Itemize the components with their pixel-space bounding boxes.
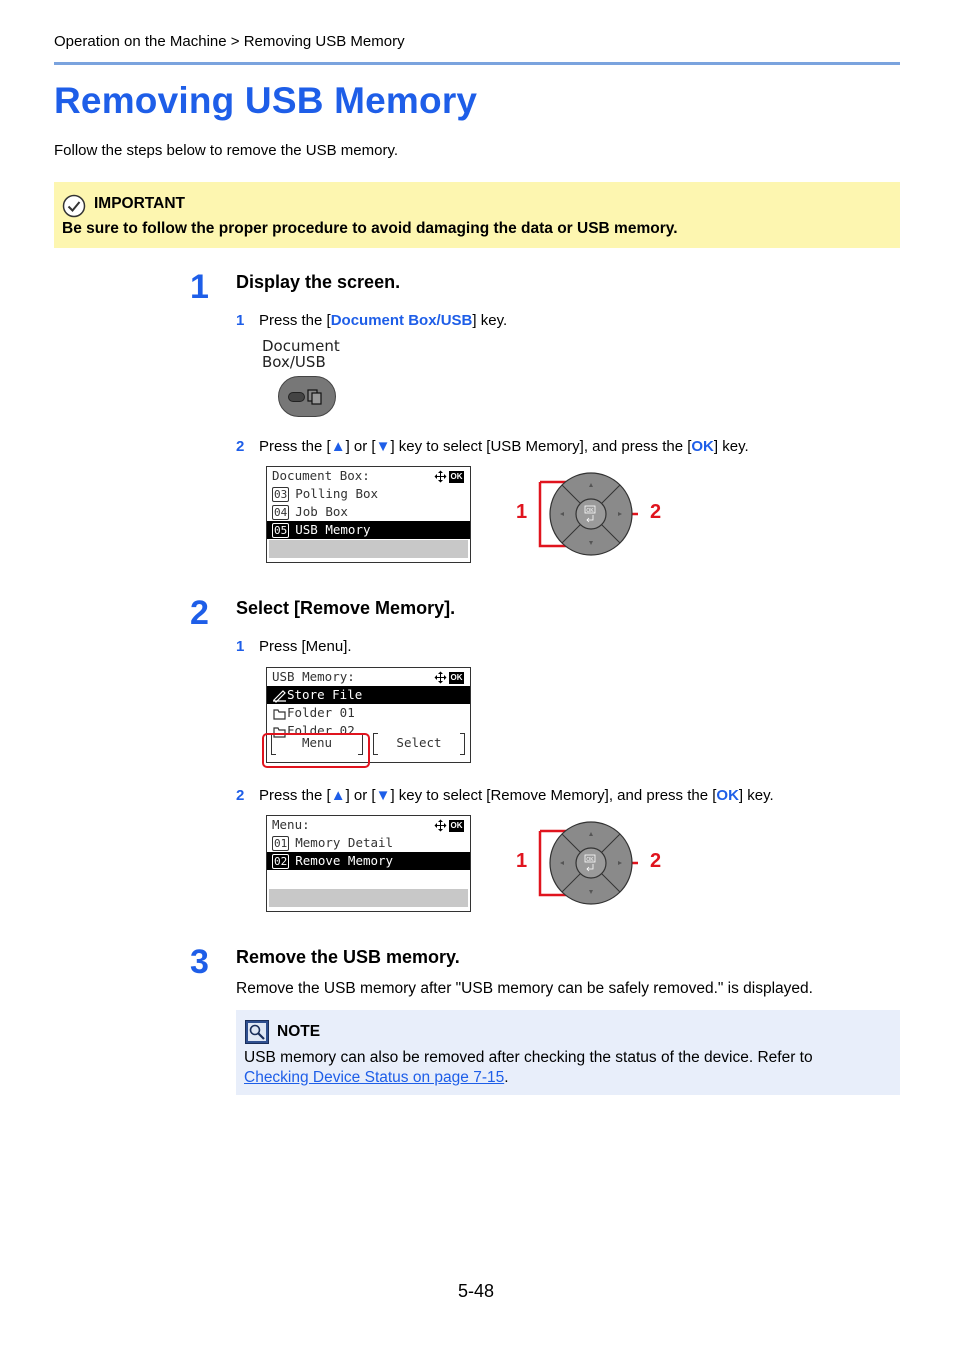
step-number-1: 1 bbox=[190, 268, 209, 306]
dpad-control[interactable] bbox=[549, 821, 633, 905]
documents-icon bbox=[306, 388, 324, 406]
lcd-row[interactable]: 01 Memory Detail bbox=[274, 835, 394, 850]
step-title-3: Remove the USB memory. bbox=[236, 947, 460, 967]
lcd-header: Document Box: OK bbox=[272, 468, 463, 483]
note-box bbox=[236, 1010, 900, 1095]
lcd-footer-bar bbox=[269, 540, 468, 558]
lcd-row[interactable]: 03 Polling Box bbox=[274, 486, 379, 501]
step-3-text: Remove the USB memory after "USB memory can be safely removed." is displayed. bbox=[236, 980, 813, 997]
substep-number: 1 bbox=[236, 312, 245, 329]
key-label: Document Box/USB bbox=[262, 337, 340, 371]
lcd-header: Menu: OK bbox=[272, 817, 463, 832]
page-title: Removing USB Memory bbox=[54, 80, 478, 121]
step-number-3: 3 bbox=[190, 943, 209, 981]
lcd-header: USB Memory: OK bbox=[272, 669, 463, 684]
important-text: Be sure to follow the proper procedure to avoid damaging the data or USB memory. bbox=[62, 220, 678, 237]
callout-1: 1 bbox=[516, 850, 528, 872]
substep-text: Press the [▲] or [▼] key to select [USB Memory], and press the [OK] key. bbox=[259, 438, 749, 455]
substep-number: 2 bbox=[236, 787, 245, 804]
check-icon bbox=[62, 194, 86, 218]
cross-arrows-icon bbox=[434, 470, 447, 483]
important-label: IMPORTANT bbox=[94, 195, 185, 212]
step-number-2: 2 bbox=[190, 594, 209, 632]
document-box-key-name: Document Box/USB bbox=[330, 312, 473, 329]
pencil-icon bbox=[272, 689, 287, 702]
callout-1: 1 bbox=[516, 501, 528, 523]
breadcrumb: Operation on the Machine > Removing USB Memory bbox=[54, 33, 405, 50]
lcd-row[interactable]: Folder 01 bbox=[267, 704, 470, 722]
ok-icon: OK bbox=[450, 471, 463, 481]
page-number: 5-48 bbox=[458, 1281, 495, 1301]
lcd-footer-bar bbox=[269, 889, 468, 907]
select-softkey[interactable]: Select bbox=[373, 733, 465, 753]
lcd-screen-document-box bbox=[266, 466, 471, 563]
lcd-row-selected[interactable]: 02 Remove Memory bbox=[267, 852, 470, 870]
important-box bbox=[54, 182, 900, 248]
lcd-screen-menu bbox=[266, 815, 471, 912]
lcd-row[interactable]: 04 Job Box bbox=[274, 504, 348, 519]
lcd-row-selected[interactable]: 05 USB Memory bbox=[267, 521, 470, 539]
note-label: NOTE bbox=[277, 1023, 321, 1040]
document-box-usb-key[interactable] bbox=[278, 376, 336, 417]
substep-text: Press the [▲] or [▼] key to select [Remove Memory], and press the [OK] key. bbox=[259, 787, 774, 804]
led-indicator bbox=[288, 392, 305, 402]
cross-arrows-icon bbox=[434, 819, 447, 832]
nav-ok-indicator bbox=[434, 819, 464, 832]
menu-highlight bbox=[262, 733, 370, 768]
nav-ok-indicator bbox=[434, 470, 464, 483]
substep-number: 2 bbox=[236, 438, 245, 455]
dpad-ok-label: OK bbox=[586, 857, 594, 863]
lcd-row-empty bbox=[267, 870, 470, 888]
header-rule bbox=[54, 62, 900, 65]
folder-icon bbox=[272, 707, 287, 720]
substep-text: Press [Menu]. bbox=[259, 638, 352, 655]
dpad-control[interactable] bbox=[549, 472, 633, 556]
cross-arrows-icon bbox=[434, 671, 447, 684]
note-text: USB memory can also be removed after checking the status of the device. Refer to Checking Device Status on page 7-15. bbox=[244, 1049, 813, 1086]
step-title-2: Select [Remove Memory]. bbox=[236, 598, 456, 618]
callout-2: 2 bbox=[650, 850, 662, 872]
callout-2: 2 bbox=[650, 501, 662, 523]
step-title-1: Display the screen. bbox=[236, 272, 401, 292]
note-magnifier-icon bbox=[245, 1020, 269, 1044]
lcd-row-selected[interactable]: Store File bbox=[267, 686, 470, 704]
lcd-row[interactable]: Folder 02 bbox=[267, 722, 470, 730]
ok-icon: OK bbox=[450, 672, 463, 682]
nav-ok-indicator bbox=[434, 671, 464, 684]
dpad-ok-label: OK bbox=[586, 508, 594, 514]
ok-icon: OK bbox=[450, 820, 463, 830]
substep-number: 1 bbox=[236, 638, 245, 655]
intro-text: Follow the steps below to remove the USB memory. bbox=[54, 142, 399, 159]
checking-device-status-link[interactable]: Checking Device Status on page 7-15 bbox=[244, 1069, 505, 1086]
substep-text: Press the [Document Box/USB] key. bbox=[259, 312, 508, 329]
menu-softkey[interactable]: Menu bbox=[271, 733, 363, 753]
